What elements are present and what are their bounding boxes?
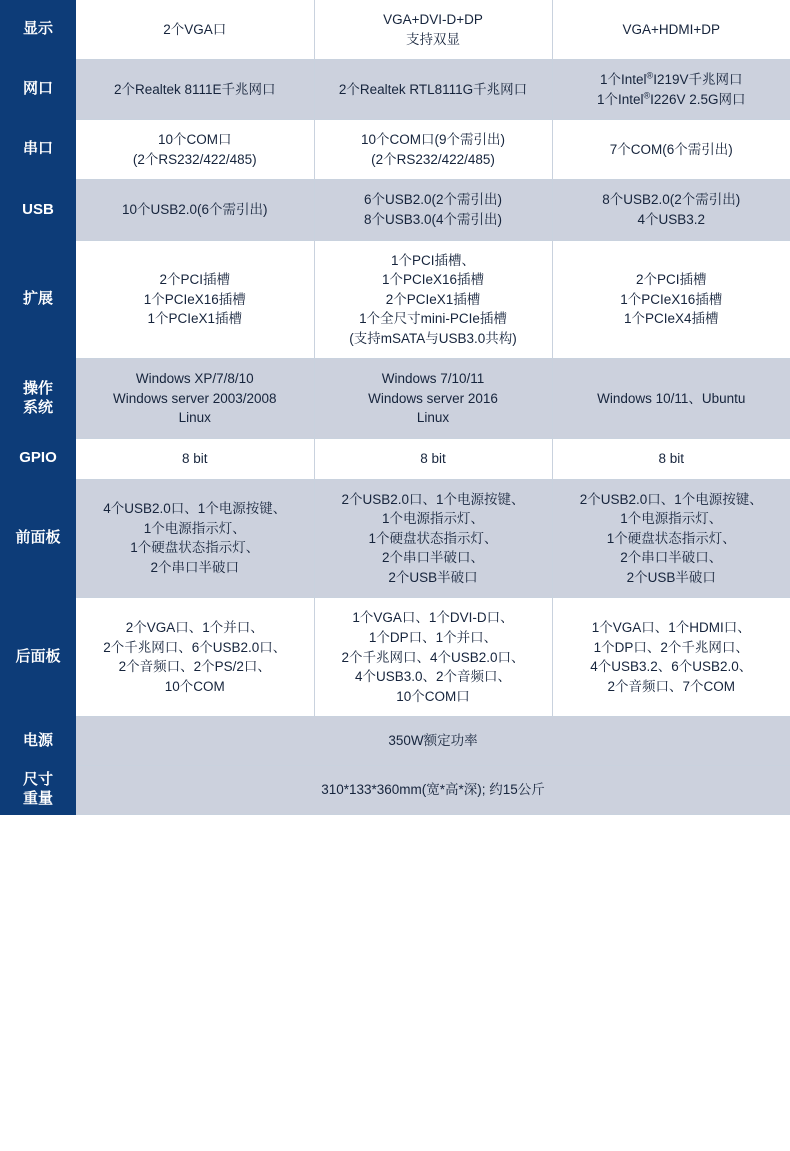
spec-cell-line: 2个串口半破口、 [381,550,484,566]
spec-cell-line: 1个DP口、1个并口、 [368,629,498,645]
spec-cell [76,598,314,717]
spec-cell [76,0,314,60]
spec-row [0,717,790,766]
spec-cell-line: 10个USB2.0(6个需引出) [121,202,268,218]
spec-cell [314,240,552,359]
spec-row-label [0,439,76,480]
spec-row [0,359,790,439]
spec-cell-line: Windows 7/10/11 [381,371,485,387]
spec-cell [552,120,790,180]
spec-cell-line: 8个USB3.0(4个需引出) [363,211,503,227]
spec-cell [314,60,552,120]
spec-cell-line: 1个硬盘状态指示灯、 [368,530,498,546]
spec-cell-line: Windows server 2016 [368,390,498,406]
spec-cell [552,479,790,598]
spec-row [0,180,790,240]
spec-cell-line: Linux [178,410,211,426]
spec-cell-line: 2个USB半破口 [626,569,716,585]
spec-row-label-line: 扩展 [22,290,53,308]
spec-row-label-line: 串口 [22,140,53,158]
spec-row-label-line: 前面板 [15,529,61,547]
spec-cell [552,60,790,120]
spec-row-label-line: 重量 [22,790,53,807]
spec-row-label-line: 显示 [22,20,53,38]
spec-cell-line: 2个Realtek RTL8111G千兆网口 [338,81,528,97]
spec-row-label-line: USB [22,200,54,218]
spec-cell-line: 2个USB半破口 [388,569,478,585]
spec-cell [314,598,552,717]
spec-cell-line: VGA+DVI-D+DP [383,12,483,27]
spec-row-label-line: GPIO [19,449,57,467]
spec-row-label-line: 尺寸 [22,771,53,789]
spec-cell-line: 1个PCIeX1插槽 [147,311,243,327]
spec-row-label [0,765,76,815]
spec-cell-line: 8个USB2.0(2个需引出) [602,192,741,208]
spec-row [0,439,790,480]
spec-cell-line: 10个COM [164,678,225,694]
spec-row-label-line: 后面板 [15,647,61,665]
spec-cell-line: VGA+HDMI+DP [622,21,721,37]
spec-cell-line: 1个PCI插槽、 [390,252,475,268]
spec-row [0,240,790,359]
spec-cell-line: 2个VGA口、1个并口、 [125,620,264,636]
spec-cell-line: 310*133*360mm(宽*高*深); 约15公斤 [321,782,545,798]
spec-cell-line: 1个硬盘状态指示灯、 [606,530,736,546]
spec-cell-line: 7个COM(6个需引出) [609,142,733,158]
spec-cell-line: 4个USB3.2 [637,211,706,227]
spec-cell [314,479,552,598]
spec-cell-line: 8 bit [420,451,446,466]
spec-cell-line: 1个Intel®I226V 2.5G网口 [597,90,746,107]
spec-cell [76,120,314,180]
spec-cell-line: Linux [416,410,450,426]
spec-cell [552,180,790,240]
spec-cell-line: 2个千兆网口、6个USB2.0口、 [103,639,287,655]
spec-cell-line: 8 bit [181,451,208,466]
spec-row-label [0,180,76,240]
spec-cell [76,765,790,815]
spec-row-label [0,60,76,120]
spec-row-label [0,0,76,60]
spec-cell-line: 2个Realtek 8111E千兆网口 [113,81,276,97]
spec-cell-line: 1个全尺寸mini-PCIe插槽 [359,311,507,327]
spec-cell [76,240,314,359]
spec-row-label-line: 操作 [22,379,53,397]
spec-cell-line: 2个音频口、7个COM [607,678,735,694]
spec-cell-line: 2个串口半破口、 [620,550,723,566]
spec-cell-line: 2个PCI插槽 [159,272,230,288]
spec-row-label [0,120,76,180]
spec-row-label-line: 网口 [22,80,53,98]
footer-whitespace [0,815,790,911]
spec-cell-line: 10个COM口(9个需引出) [360,132,505,148]
spec-row [0,479,790,598]
spec-cell-line: 2个VGA口 [163,21,227,37]
spec-cell-line: 1个PCIeX16插槽 [381,272,485,288]
spec-cell [76,359,314,439]
spec-cell [552,359,790,439]
spec-cell-line: 4个USB3.2、6个USB2.0、 [590,659,753,675]
spec-cell-line: 350W额定功率 [388,733,478,749]
spec-row-label [0,359,76,439]
spec-cell [314,120,552,180]
spec-cell-line: 2个PCI插槽 [635,272,707,288]
spec-cell-line: Windows 10/11、Ubuntu [597,390,746,406]
spec-row-label [0,240,76,359]
spec-cell-line: 1个电源指示灯、 [620,511,723,527]
spec-cell [552,240,790,359]
spec-cell [76,717,790,766]
spec-cell-line: Windows server 2003/2008 [112,390,277,406]
spec-cell-line: 4个USB3.0、2个音频口、 [354,669,512,685]
spec-cell [314,0,552,60]
spec-row-label [0,717,76,766]
spec-cell-line: 1个VGA口、1个HDMI口、 [591,620,751,636]
spec-cell-line: 1个PCIeX16插槽 [620,291,723,307]
spec-cell [314,180,552,240]
spec-cell-line: 1个电源指示灯、 [143,520,246,536]
spec-cell [76,180,314,240]
spec-cell [552,598,790,717]
spec-row-label-line: 电源 [22,731,53,749]
spec-cell-line: 6个USB2.0(2个需引出) [363,192,503,208]
spec-row-label-line: 系统 [22,398,53,416]
spec-row-label [0,479,76,598]
spec-cell-line: 2个音频口、2个PS/2口、 [118,659,271,675]
spec-cell [76,60,314,120]
spec-cell-line: 2个串口半破口 [150,560,239,576]
spec-cell [314,359,552,439]
spec-cell [314,439,552,480]
spec-cell [76,439,314,480]
spec-row [0,0,790,60]
spec-cell-line: (支持mSATA与USB3.0共构) [349,330,517,346]
spec-cell-line: 1个DP口、2个千兆网口、 [593,639,749,655]
spec-cell-line: (2个RS232/422/485) [132,151,257,167]
spec-cell-line: Windows XP/7/8/10 [135,371,254,387]
spec-cell-line: 支持双显 [406,31,460,47]
spec-cell [552,439,790,480]
spec-cell-line: 2个PCIeX1插槽 [385,291,481,307]
spec-row [0,765,790,815]
spec-cell-line: 2个USB2.0口、1个电源按键、 [579,491,763,507]
spec-cell-line: 1个Intel®I219V千兆网口 [600,70,743,88]
spec-cell-line: 4个USB2.0口、1个电源按键、 [103,501,287,517]
spec-row [0,60,790,120]
spec-cell-line: 1个PCIeX4插槽 [623,311,719,327]
spec-cell-line: 10个COM口 [396,688,470,704]
spec-row [0,120,790,180]
spec-cell-line: 1个VGA口、1个DVI-D口、 [352,610,514,626]
spec-cell-line: 2个USB2.0口、1个电源按键、 [341,491,525,507]
spec-row-label [0,598,76,717]
spec-cell-line: 1个PCIeX16插槽 [143,291,246,307]
spec-row [0,598,790,717]
spec-cell-line: 2个千兆网口、4个USB2.0口、 [341,649,525,665]
spec-cell-line: 1个电源指示灯、 [381,511,484,527]
spec-cell-line: 8 bit [658,451,685,466]
spec-cell-line: 10个COM口 [157,132,232,148]
spec-cell [552,0,790,60]
spec-cell-line: (2个RS232/422/485) [371,151,495,167]
spec-cell [76,479,314,598]
spec-cell-line: 1个硬盘状态指示灯、 [130,540,260,556]
